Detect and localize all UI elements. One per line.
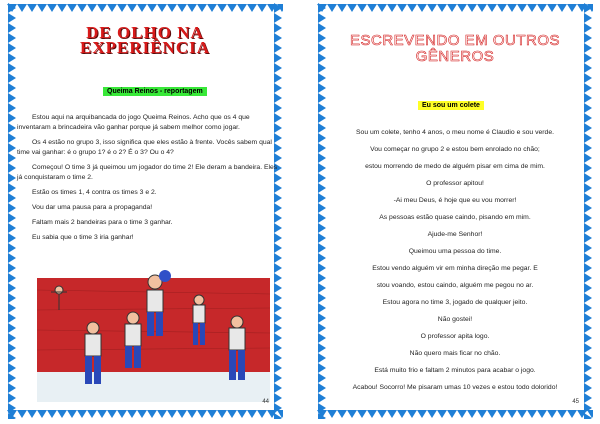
border-triangle	[274, 393, 282, 403]
story-line: Acabou! Socorro! Me pisaram umas 10 vezes e estou todo dolorido!	[352, 384, 558, 391]
border-triangle	[8, 283, 16, 293]
border-triangle	[247, 410, 257, 418]
border-triangle	[177, 4, 187, 12]
border-triangle	[557, 410, 567, 418]
border-triangle	[157, 410, 167, 418]
title-line-1: DE OLHO NA	[86, 23, 204, 42]
border-triangle	[584, 413, 592, 419]
border-triangle	[17, 410, 27, 418]
border-triangle	[274, 263, 282, 273]
border-triangle	[67, 410, 77, 418]
border-triangle	[567, 4, 577, 12]
border-triangle	[274, 343, 282, 353]
story-line: Ajude-me Senhor!	[427, 231, 483, 238]
border-triangle	[237, 4, 247, 12]
border-triangle	[318, 113, 326, 123]
border-triangle	[584, 103, 592, 113]
border-triangle	[237, 410, 247, 418]
border-triangle	[497, 4, 507, 12]
paragraph: Estou aqui na arquibancada do jogo Queima Reinos. Acho que os 4 que inventaram a brincadeira vão ganhar porque já sabem melhor como jogar.	[17, 114, 250, 131]
story-line: As pessoas estão quase caindo, pisando em mim.	[379, 214, 531, 221]
border-triangle	[137, 410, 147, 418]
paragraph: Os 4 estão no grupo 3, isso significa que eles estão à frente. Vocês sabem qual time vai ganhar: é o grupo 1? é o 2? É o 3? Ou o 4?	[17, 139, 272, 156]
border-triangle	[8, 113, 16, 123]
story-line: Estou agora no time 3, jogado de qualquer jeito.	[382, 299, 528, 306]
border-triangle	[567, 410, 577, 418]
border-triangle	[8, 303, 16, 313]
paragraph: Começou! O time 3 já queimou um jogador do time 2! Ele deram a bandeira. Eles já conquistaram o time 2.	[17, 164, 278, 181]
border-triangle	[274, 353, 282, 363]
border-triangle	[274, 333, 282, 343]
border-triangle	[347, 4, 357, 12]
border-triangle	[584, 3, 592, 13]
border-triangle	[584, 93, 592, 103]
border-triangle	[274, 3, 282, 13]
border-triangle	[107, 410, 117, 418]
border-triangle	[207, 410, 217, 418]
bottom-border	[7, 409, 283, 419]
border-triangle	[8, 253, 16, 263]
border-triangle	[117, 410, 127, 418]
border-triangle	[8, 153, 16, 163]
paragraph: Eu sabia que o time 3 iria ganhar!	[32, 234, 134, 241]
border-triangle	[318, 413, 326, 419]
border-triangle	[357, 4, 367, 12]
border-triangle	[107, 4, 117, 12]
border-triangle	[584, 113, 592, 123]
border-triangle	[37, 4, 47, 12]
border-triangle	[517, 410, 527, 418]
border-triangle	[457, 4, 467, 12]
border-triangle	[457, 410, 467, 418]
border-triangle	[8, 333, 16, 343]
border-triangle	[8, 313, 16, 323]
border-triangle	[8, 383, 16, 393]
border-triangle	[8, 393, 16, 403]
border-triangle	[467, 410, 477, 418]
border-triangle	[8, 263, 16, 273]
border-triangle	[527, 410, 537, 418]
border-triangle	[467, 4, 477, 12]
story-subtitle: Eu sou um colete	[418, 101, 484, 110]
story-line: O professor apitou!	[426, 180, 484, 187]
border-triangle	[8, 103, 16, 113]
border-triangle	[8, 403, 16, 413]
border-triangle	[8, 223, 16, 233]
border-triangle	[584, 13, 592, 23]
border-triangle	[227, 4, 237, 12]
border-triangle	[87, 410, 97, 418]
bottom-border	[317, 409, 593, 419]
right-page	[317, 3, 593, 419]
border-triangle	[274, 253, 282, 263]
border-triangle	[17, 4, 27, 12]
story-body	[321, 128, 589, 400]
story-line: Vou começar no grupo 2 e estou bem enrolado no chão;	[370, 146, 540, 153]
border-triangle	[274, 293, 282, 303]
border-triangle	[347, 410, 357, 418]
border-triangle	[217, 4, 227, 12]
paragraph: Faltam mais 2 bandeiras para o time 3 ganhar.	[32, 219, 173, 226]
border-triangle	[8, 353, 16, 363]
border-triangle	[274, 313, 282, 323]
border-triangle	[318, 93, 326, 103]
border-triangle	[387, 4, 397, 12]
border-triangle	[584, 73, 592, 83]
border-triangle	[547, 410, 557, 418]
border-triangle	[8, 63, 16, 73]
border-triangle	[447, 410, 457, 418]
page-title	[7, 25, 283, 55]
border-triangle	[527, 4, 537, 12]
border-triangle	[274, 13, 282, 23]
border-triangle	[377, 410, 387, 418]
border-triangle	[537, 410, 547, 418]
story-line: Sou um colete, tenho 4 anos, o meu nome é Claudio e sou verde.	[356, 129, 554, 136]
border-triangle	[547, 4, 557, 12]
border-triangle	[337, 410, 347, 418]
border-triangle	[77, 410, 87, 418]
border-triangle	[8, 13, 16, 23]
border-triangle	[437, 410, 447, 418]
border-triangle	[274, 63, 282, 73]
border-triangle	[8, 373, 16, 383]
story-line: Está muito frio e faltam 2 minutos para acabar o jogo.	[374, 367, 536, 374]
border-triangle	[187, 4, 197, 12]
page-number: 44	[262, 399, 269, 405]
border-triangle	[367, 410, 377, 418]
border-triangle	[8, 363, 16, 373]
border-triangle	[187, 410, 197, 418]
border-triangle	[97, 4, 107, 12]
border-triangle	[274, 83, 282, 93]
border-triangle	[227, 410, 237, 418]
border-triangle	[8, 73, 16, 83]
border-triangle	[247, 4, 257, 12]
border-triangle	[8, 83, 16, 93]
story-line: stou voando, estou caindo, alguém me pegou no ar.	[376, 282, 534, 289]
border-triangle	[447, 4, 457, 12]
border-triangle	[57, 4, 67, 12]
border-triangle	[127, 410, 137, 418]
left-border	[7, 3, 17, 419]
border-triangle	[8, 203, 16, 213]
border-triangle	[8, 213, 16, 223]
border-triangle	[318, 13, 326, 23]
left-page	[7, 3, 283, 419]
story-line: Estou vendo alguém vir em minha direção me pegar. E	[372, 265, 538, 272]
border-triangle	[318, 73, 326, 83]
border-triangle	[8, 293, 16, 303]
border-triangle	[147, 4, 157, 12]
border-triangle	[487, 4, 497, 12]
border-triangle	[337, 4, 347, 12]
border-triangle	[274, 413, 282, 419]
border-triangle	[407, 4, 417, 12]
border-triangle	[177, 410, 187, 418]
border-triangle	[274, 363, 282, 373]
page-title	[317, 33, 593, 65]
border-triangle	[387, 410, 397, 418]
border-triangle	[397, 410, 407, 418]
border-triangle	[97, 410, 107, 418]
border-triangle	[274, 303, 282, 313]
border-triangle	[318, 403, 326, 413]
title-line-1: ESCREVENDO EM OUTROS	[349, 32, 561, 49]
border-triangle	[127, 4, 137, 12]
child-drawing-illustration	[37, 270, 270, 402]
border-triangle	[477, 410, 487, 418]
border-triangle	[427, 410, 437, 418]
border-triangle	[27, 4, 37, 12]
border-triangle	[327, 410, 337, 418]
border-triangle	[557, 4, 567, 12]
border-triangle	[167, 4, 177, 12]
border-triangle	[437, 4, 447, 12]
paragraph: Vou dar uma pausa para a propaganda!	[32, 204, 153, 211]
border-triangle	[318, 3, 326, 13]
border-triangle	[117, 4, 127, 12]
border-triangle	[8, 93, 16, 103]
border-triangle	[274, 373, 282, 383]
border-triangle	[8, 143, 16, 153]
border-triangle	[274, 73, 282, 83]
border-triangle	[407, 410, 417, 418]
border-triangle	[417, 410, 427, 418]
border-triangle	[274, 403, 282, 413]
border-triangle	[8, 243, 16, 253]
border-triangle	[257, 4, 267, 12]
page-number: 45	[572, 399, 579, 405]
border-triangle	[584, 23, 592, 33]
story-line: Não quero mais ficar no chão.	[409, 350, 501, 357]
border-triangle	[27, 410, 37, 418]
border-triangle	[197, 410, 207, 418]
border-triangle	[274, 283, 282, 293]
border-triangle	[167, 410, 177, 418]
border-triangle	[8, 183, 16, 193]
border-triangle	[584, 403, 592, 413]
border-triangle	[47, 410, 57, 418]
border-triangle	[274, 383, 282, 393]
border-triangle	[57, 410, 67, 418]
border-triangle	[257, 410, 267, 418]
border-triangle	[367, 4, 377, 12]
top-border	[317, 3, 593, 13]
border-triangle	[357, 410, 367, 418]
story-line: estou morrendo de medo de alguém pisar em cima de mim.	[365, 163, 545, 170]
border-triangle	[77, 4, 87, 12]
border-triangle	[487, 410, 497, 418]
border-triangle	[318, 83, 326, 93]
border-triangle	[274, 323, 282, 333]
border-triangle	[497, 410, 507, 418]
border-triangle	[8, 413, 16, 419]
border-triangle	[417, 4, 427, 12]
border-triangle	[8, 233, 16, 243]
border-triangle	[147, 410, 157, 418]
border-triangle	[318, 103, 326, 113]
border-triangle	[318, 23, 326, 33]
border-triangle	[137, 4, 147, 12]
border-triangle	[507, 4, 517, 12]
border-triangle	[537, 4, 547, 12]
border-triangle	[327, 4, 337, 12]
border-triangle	[157, 4, 167, 12]
story-line: Queimou uma pessoa do time.	[408, 248, 502, 255]
border-triangle	[8, 123, 16, 133]
border-triangle	[8, 273, 16, 283]
article-body	[17, 113, 279, 248]
border-triangle	[8, 163, 16, 173]
border-triangle	[477, 4, 487, 12]
title-line-2: EXPERIÊNCIA	[79, 38, 211, 57]
story-line: O professor apita logo.	[420, 333, 490, 340]
border-triangle	[217, 410, 227, 418]
border-triangle	[8, 173, 16, 183]
border-triangle	[8, 133, 16, 143]
border-triangle	[274, 103, 282, 113]
border-triangle	[197, 4, 207, 12]
border-triangle	[37, 410, 47, 418]
border-triangle	[274, 273, 282, 283]
border-triangle	[8, 3, 16, 13]
border-triangle	[8, 343, 16, 353]
paragraph: Estão os times 1, 4 contra os times 3 e 2.	[32, 189, 157, 196]
title-line-2: GÊNEROS	[415, 48, 495, 65]
border-triangle	[47, 4, 57, 12]
border-triangle	[517, 4, 527, 12]
border-triangle	[507, 410, 517, 418]
border-triangle	[584, 83, 592, 93]
border-triangle	[67, 4, 77, 12]
border-triangle	[427, 4, 437, 12]
story-line: Não gostei!	[437, 316, 473, 323]
border-triangle	[87, 4, 97, 12]
top-border	[7, 3, 283, 13]
border-triangle	[274, 93, 282, 103]
story-line: -Ai meu Deus, é hoje que eu vou morrer!	[393, 197, 517, 204]
border-triangle	[207, 4, 217, 12]
report-byline: Queima Reinos - reportagem	[103, 87, 207, 96]
border-triangle	[8, 323, 16, 333]
border-triangle	[8, 193, 16, 203]
border-triangle	[377, 4, 387, 12]
border-triangle	[397, 4, 407, 12]
